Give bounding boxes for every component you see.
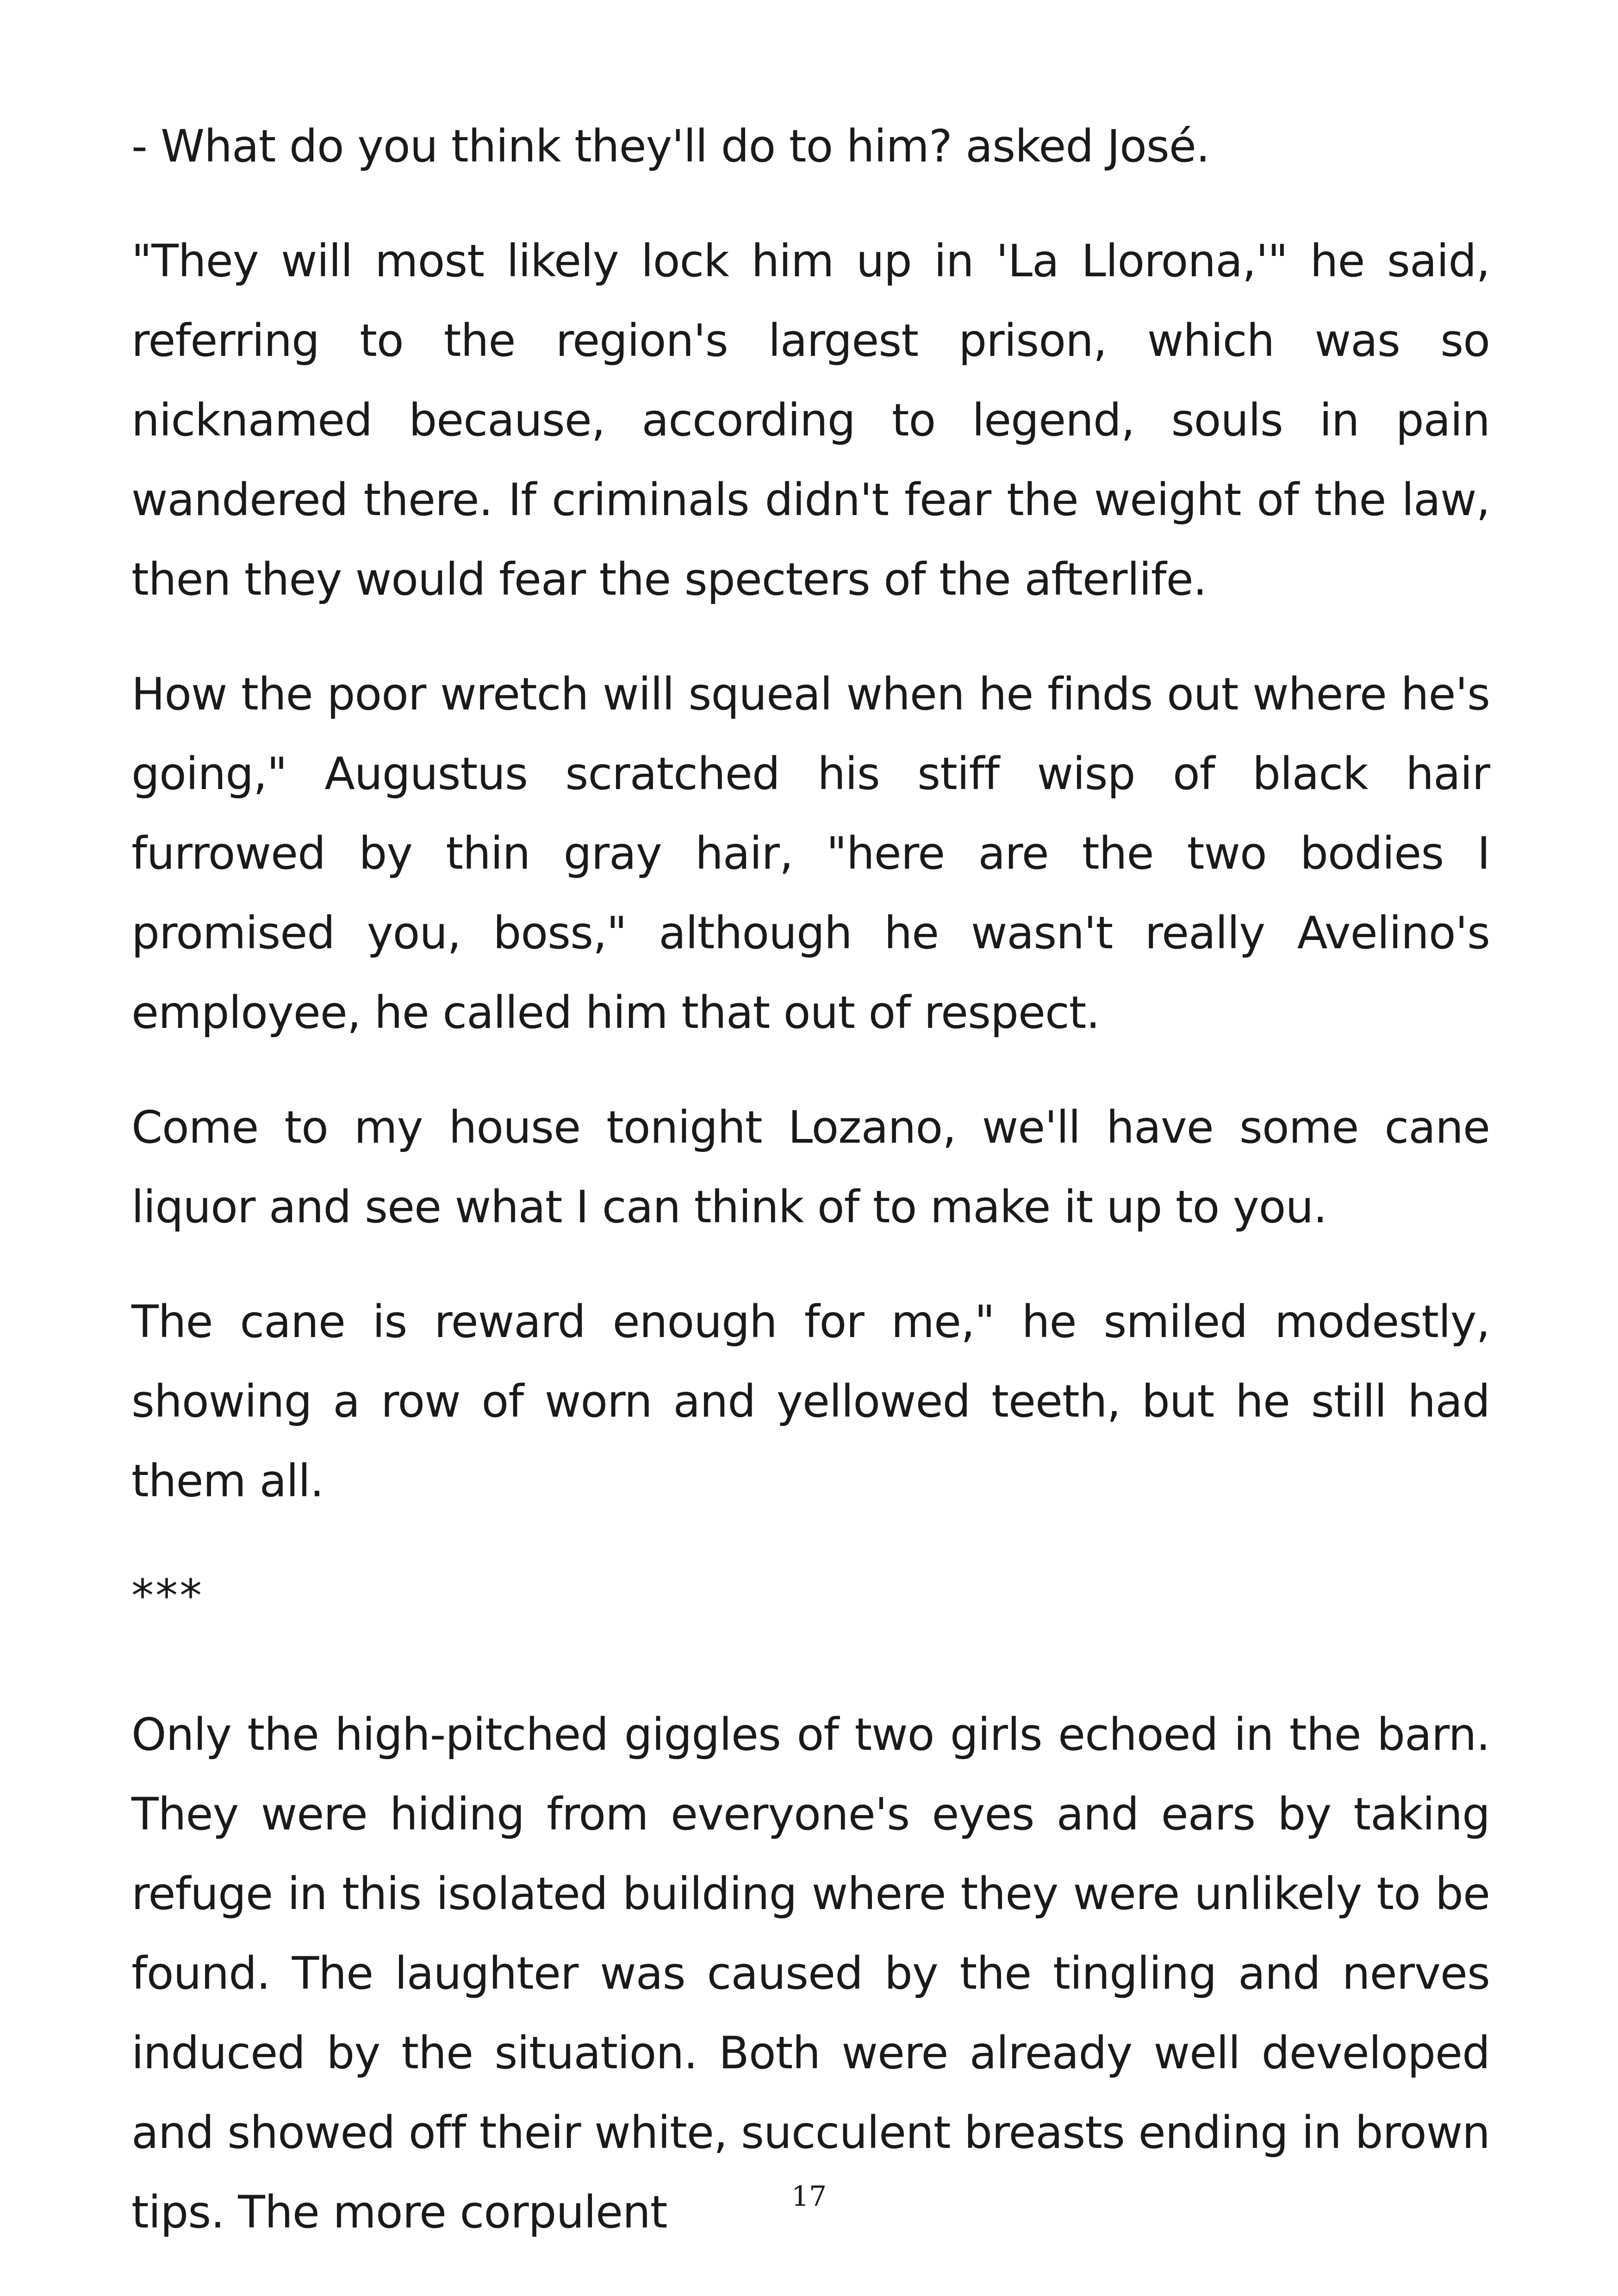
paragraph-invitation: Come to my house tonight Lozano, we'll have some cane liquor and see what I can think of to make it up to you. <box>131 1101 1490 1233</box>
paragraph-augustus: How the poor wretch will squeal when he finds out where he's going," Augustus scratched his stiff wisp of black hair furrowed by thin gray hair, "here are the two bodies I promised you, boss," although he wasn't really Avelino's employee, he called him that out of respect. <box>131 668 1490 1039</box>
paragraph-reward: The cane is reward enough for me," he smiled modestly, showing a row of worn and yellowed teeth, but he still had them all. <box>131 1296 1490 1507</box>
paragraph-la-llorona: "They will most likely lock him up in 'La Llorona,'" he said, referring to the region's largest prison, which was so nicknamed because, according to legend, souls in pain wandered there. If criminals didn't fear the weight of the law, then they would fear the specters of the afterlife. <box>131 235 1490 605</box>
paragraph-barn: Only the high-pitched giggles of two girls echoed in the barn. They were hiding from everyone's eyes and ears by taking refuge in this isolated building where they were unlikely to be found. The laughter was caused by the tingling and nerves induced by the situation. Both were already well developed and showed off their white, succulent breasts ending in brown tips. The more corpulent <box>131 1709 1490 2238</box>
body-text <box>131 106 1490 2287</box>
page-number: 17 <box>791 2180 827 2213</box>
paragraph-dialogue-jose: - What do you think they'll do to him? asked José. <box>131 120 1210 172</box>
section-separator: *** <box>131 1570 204 1622</box>
